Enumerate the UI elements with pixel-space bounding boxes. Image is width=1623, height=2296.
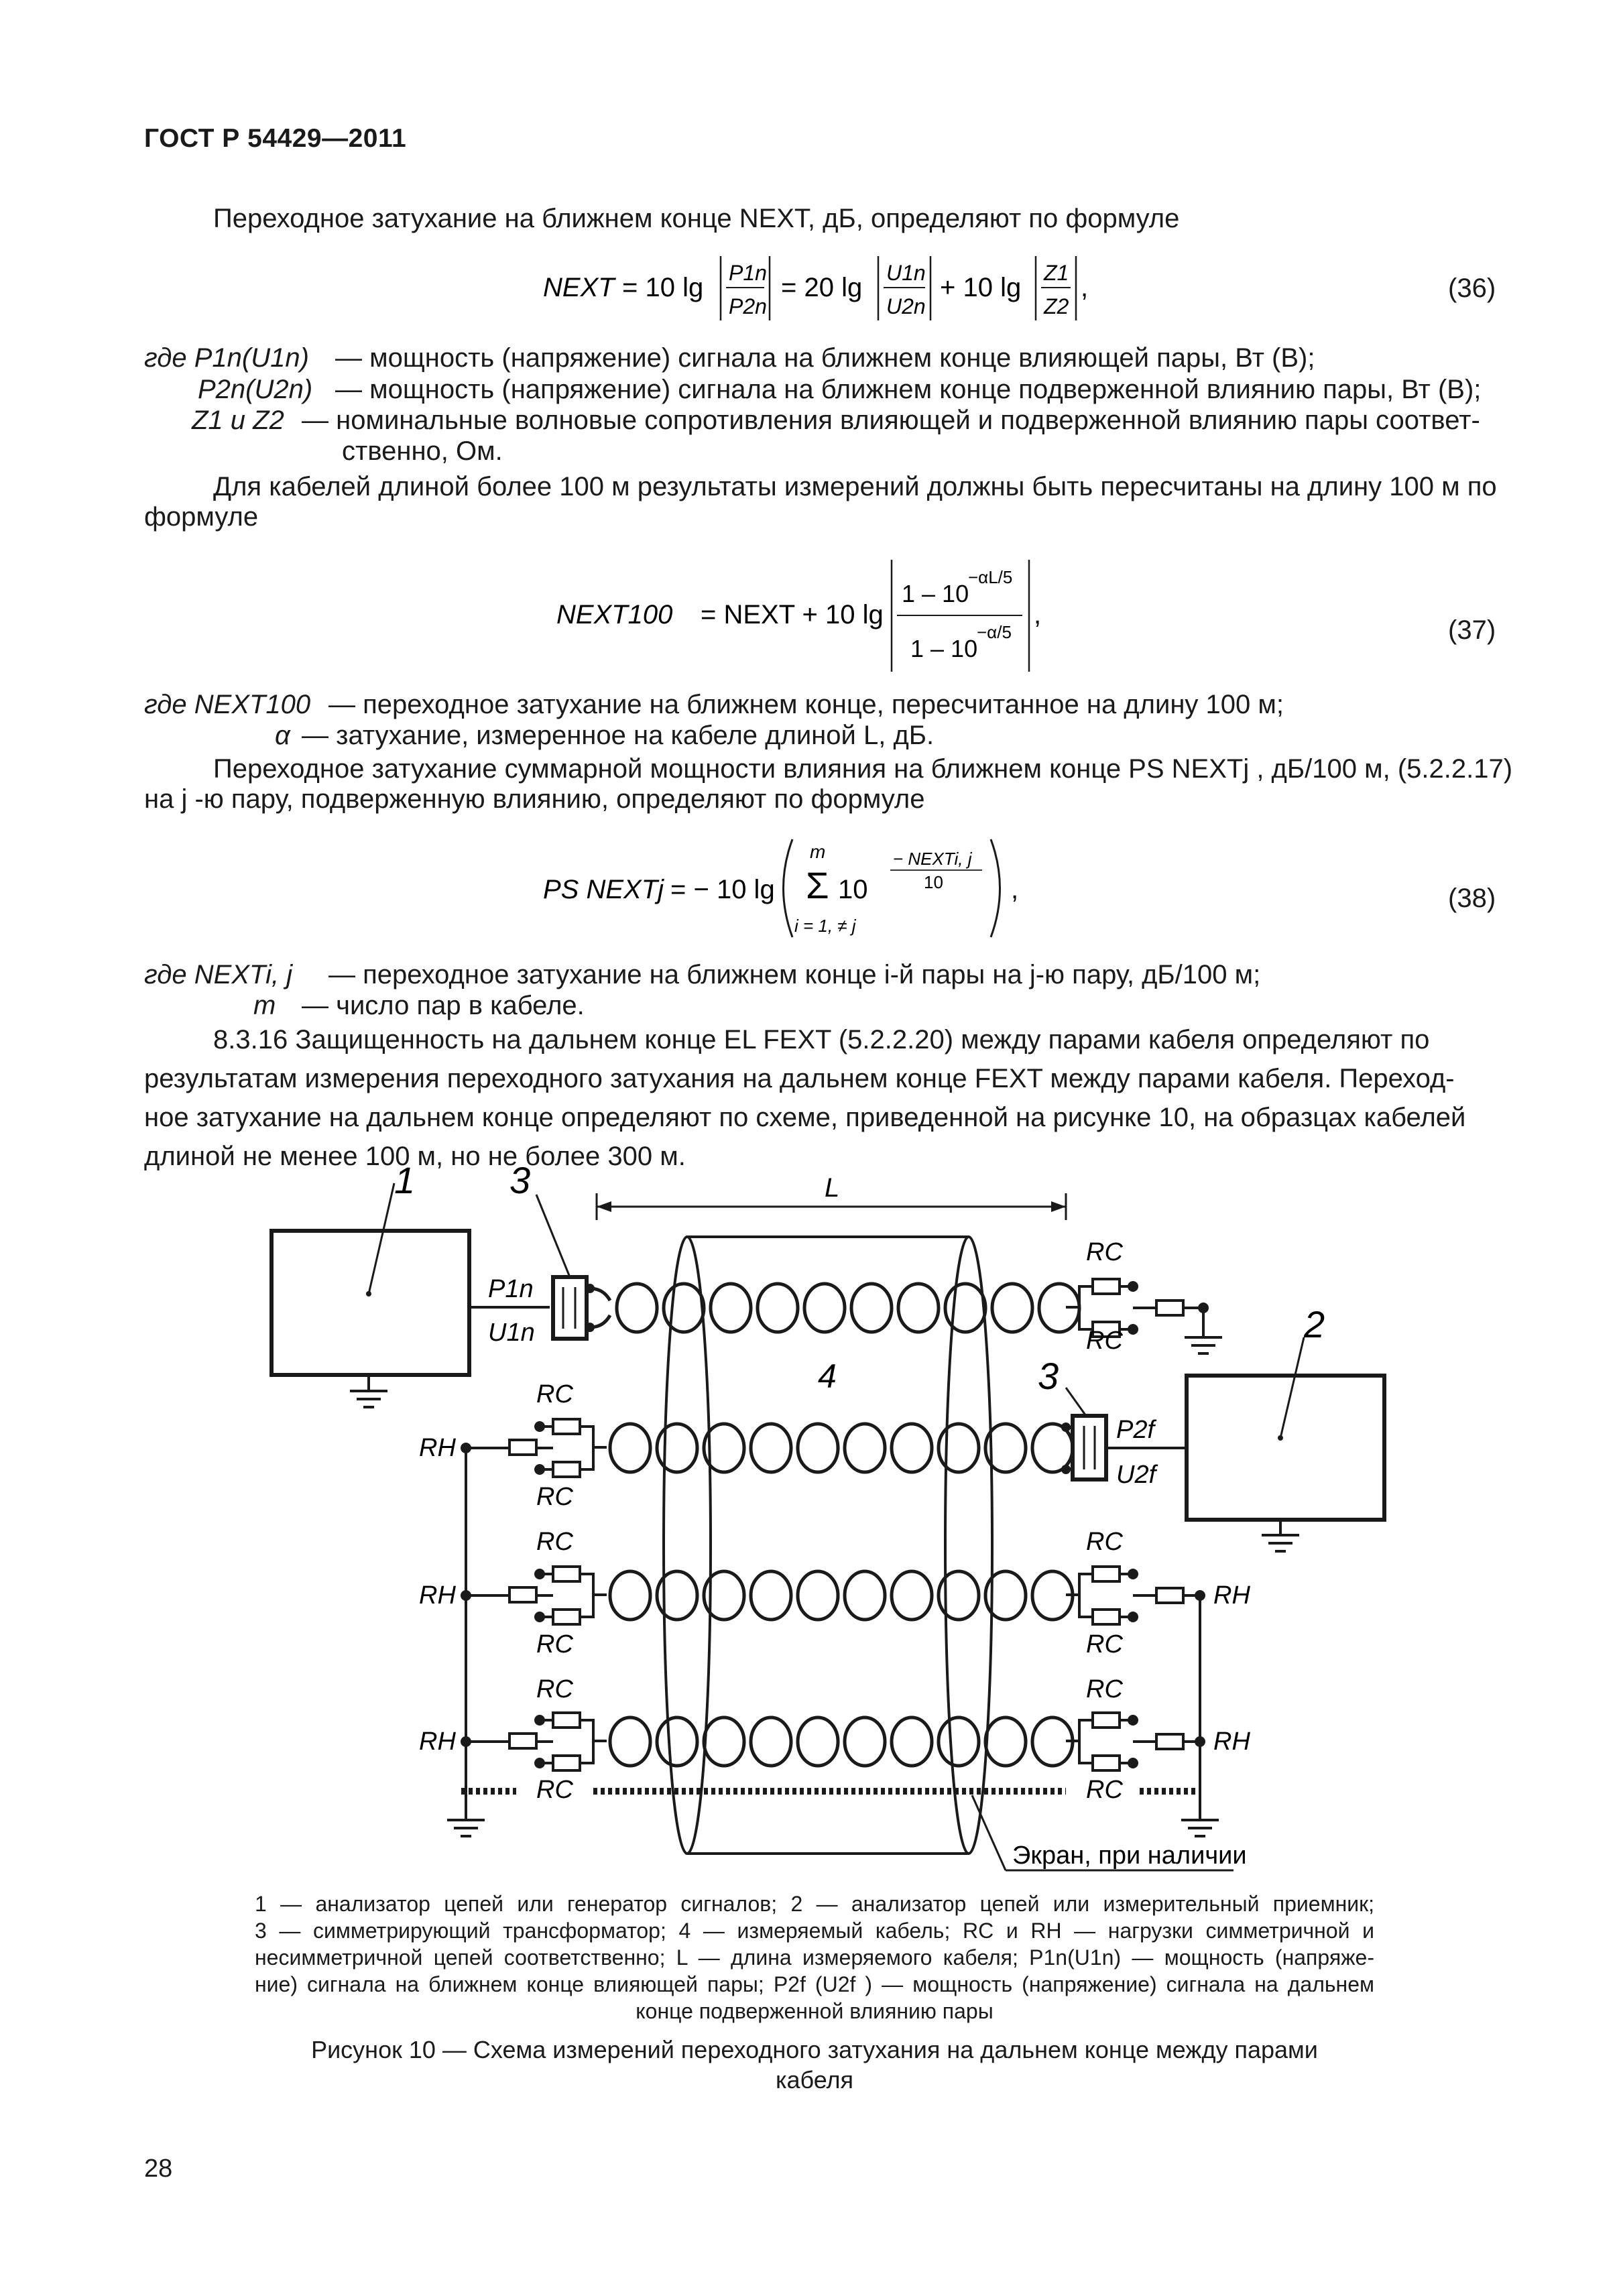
label-rc: RC [1086, 1238, 1123, 1266]
equation-36-formula [523, 248, 1126, 328]
where38-text-1: — переходное затухание на ближнем конце i-й пары на j-ю пару, дБ/100 м; [328, 960, 1261, 989]
eq36-frac1-num: P1n [729, 261, 767, 285]
caption-line-2: 3 — симметрирующий трансформатор; 4 — измеряемый кабель; RС и RН — нагрузки симметричной и [255, 1919, 1374, 1943]
where37-text-1: — переходное затухание на ближнем конце, пересчитанное на длину 100 м; [328, 690, 1284, 719]
where38-sym-2: m [253, 991, 276, 1020]
eq37-num-text: 1 – 10 [902, 580, 969, 607]
near-termination-pair-4 [461, 1713, 607, 1770]
eq36-lhs: NEXT [543, 273, 615, 302]
eq38-sum-top: m [810, 841, 826, 862]
eq38-exp-num: − NEXTi, j [893, 849, 972, 869]
where38-text-2: — число пар в кабеле. [302, 991, 585, 1020]
label-rc: RC [1086, 1630, 1123, 1658]
label-u2f: U2f [1116, 1461, 1156, 1489]
transformer-3-near [553, 1277, 587, 1339]
twisted-pair-1 [590, 1284, 1079, 1332]
eq37-den-exp: −α/5 [977, 622, 1012, 642]
where36-sym-1: где P1n(U1n) [144, 343, 309, 373]
far-termination-pair-3 [1066, 1567, 1205, 1624]
where36-sym-3: Z1 и Z2 [192, 406, 284, 435]
label-3-near: 3 [509, 1160, 531, 1201]
label-3-far: 3 [1038, 1355, 1059, 1397]
label-rh: RH [1213, 1581, 1250, 1610]
paragraph-next-intro: Переходное затухание на ближнем конце NEXT, дБ, определяют по формуле [213, 204, 1180, 233]
figure-title-line-2: кабеля [775, 2066, 854, 2094]
equation-37-formula [556, 556, 1093, 677]
near-termination-pair-3 [461, 1567, 607, 1624]
paragraph-recalc-line1: Для кабелей длиной более 100 м результаты измерений должны быть пересчитаны на длину 100 м по [213, 472, 1497, 501]
equation-number-38: (38) [1448, 884, 1496, 913]
twisted-pair-2 [610, 1424, 1073, 1472]
eq36-frac3-num: Z1 [1044, 261, 1069, 285]
where37-sym-2: α [275, 721, 290, 750]
label-rc: RC [1086, 1528, 1123, 1556]
eq36-term1: = 10 lg [622, 273, 704, 302]
label-p1n: P1n [488, 1275, 534, 1303]
label-rh: RH [419, 1434, 456, 1462]
device-1-box [272, 1231, 469, 1375]
sigma-symbol: Σ [806, 864, 829, 906]
label-u1n: U1n [488, 1319, 535, 1347]
eq36-frac1-den: P2n [729, 294, 767, 318]
eq37-num-exp: −αL/5 [968, 567, 1013, 587]
paragraph-psnext-line2: на j -ю пару, подверженную влиянию, определяют по формуле [144, 784, 925, 814]
label-2: 2 [1304, 1303, 1325, 1345]
where36-text-3: — номинальные волновые сопротивления влияющей и подверженной влиянию пары соответ- [302, 406, 1480, 435]
label-rc: RC [536, 1483, 573, 1511]
label-L: L [825, 1173, 840, 1203]
label-screen: Экран, при наличии [1012, 1841, 1247, 1870]
eq36-frac2-num: U1n [886, 261, 926, 285]
equation-number-37: (37) [1448, 615, 1496, 645]
eq36-term3: + 10 lg [940, 273, 1022, 302]
caption-line-4: ние) сигнала на ближнем конце влияющей пары; P2f (U2f ) — мощность (напряжение) сигнала на дальнем [255, 1972, 1374, 1996]
eq37-den-text: 1 – 10 [910, 635, 978, 662]
label-rc: RC [536, 1630, 573, 1658]
paragraph-psnext-line1: Переходное затухание суммарной мощности влияния на ближнем конце PS NEXTj , дБ/100 м, (5.2.2.17) [213, 754, 1513, 784]
label-rc: RC [1086, 1327, 1123, 1355]
label-rc: RC [536, 1776, 573, 1804]
where36-text-1: — мощность (напряжение) сигнала на ближнем конце влияющей пары, Вт (В); [335, 343, 1315, 373]
where36-text-4: ственно, Ом. [342, 436, 503, 466]
equation-38-formula [543, 831, 1093, 945]
where37-sym-1: где NEXT100 [144, 690, 311, 719]
label-rh: RH [419, 1728, 456, 1756]
figure-title-line-1: Рисунок 10 — Схема измерений переходного затухания на дальнем конце между парами [311, 2036, 1318, 2063]
eq36-frac3-den: Z2 [1044, 294, 1069, 318]
p4-line3: ное затухание на дальнем конце определяют по схеме, приведенной на рисунке 10, на образцах кабелей [144, 1103, 1466, 1132]
page-number: 28 [144, 2155, 173, 2183]
eq38-tail: , [1011, 875, 1019, 904]
paragraph-recalc-line2: формуле [144, 502, 259, 532]
eq38-sum-bot: i = 1, ≠ j [794, 916, 856, 936]
label-rc: RC [536, 1675, 573, 1703]
eq38-lhs: PS NEXTj [543, 875, 664, 904]
device-2-box [1187, 1376, 1384, 1520]
label-rc: RC [1086, 1776, 1123, 1804]
label-p2f: P2f [1116, 1416, 1155, 1444]
equation-number-36: (36) [1448, 274, 1496, 303]
where36-text-2: — мощность (напряжение) сигнала на ближнем конце подверженной влиянию пары, Вт (В); [335, 375, 1482, 404]
twisted-pair-3 [610, 1571, 1073, 1620]
p4-line2: результатам измерения переходного затухания на дальнем конце FEXT между парами кабеля. Переход- [144, 1064, 1455, 1093]
p4-line1: 8.3.16 Защищенность на дальнем конце EL FEXT (5.2.2.20) между парами кабеля определяют по [213, 1025, 1430, 1054]
where37-text-2: — затухание, измеренное на кабеле длиной L, дБ. [302, 721, 935, 750]
eq37-lhs: NEXT100 [556, 600, 673, 629]
label-rc: RC [1086, 1675, 1123, 1703]
label-rh: RH [419, 1581, 456, 1610]
page-header: ГОСТ Р 54429—2011 [144, 124, 407, 153]
figure-10-diagram [0, 1160, 1623, 1897]
eq36-tail: , [1081, 273, 1089, 302]
where36-sym-2: P2n(U2n) [198, 375, 313, 404]
twisted-pair-4 [610, 1717, 1073, 1766]
label-rc: RC [536, 1380, 573, 1408]
transformer-3-far [1073, 1416, 1106, 1479]
label-rh: RH [1213, 1728, 1250, 1756]
caption-line-5: конце подверженной влиянию пары [636, 1999, 994, 2023]
eq38-base: 10 [838, 875, 868, 904]
far-termination-pair-4 [1066, 1713, 1205, 1770]
label-rc: RC [536, 1528, 573, 1556]
caption-line-1: 1 — анализатор цепей или генератор сигналов; 2 — анализатор цепей или измерительный приемник; [255, 1892, 1374, 1916]
eq38-exp-den: 10 [924, 872, 943, 892]
eq37-tail: , [1034, 600, 1042, 629]
eq37-term: = NEXT + 10 lg [701, 600, 884, 629]
eq36-frac2-den: U2n [886, 294, 926, 318]
label-1: 1 [394, 1160, 416, 1201]
p4-line4: длиной не менее 100 м, но не более 300 м. [144, 1142, 686, 1171]
eq36-term2: = 20 lg [781, 273, 863, 302]
label-4: 4 [818, 1357, 837, 1395]
eq38-term: = − 10 lg [670, 875, 775, 904]
caption-line-3: несимметричной цепей соответственно; L — длина измеряемого кабеля; P1n(U1n) — мощность (напряже- [255, 1945, 1374, 1970]
near-termination-pair-2 [461, 1419, 607, 1477]
where38-sym-1: где NEXTi, j [144, 960, 293, 989]
